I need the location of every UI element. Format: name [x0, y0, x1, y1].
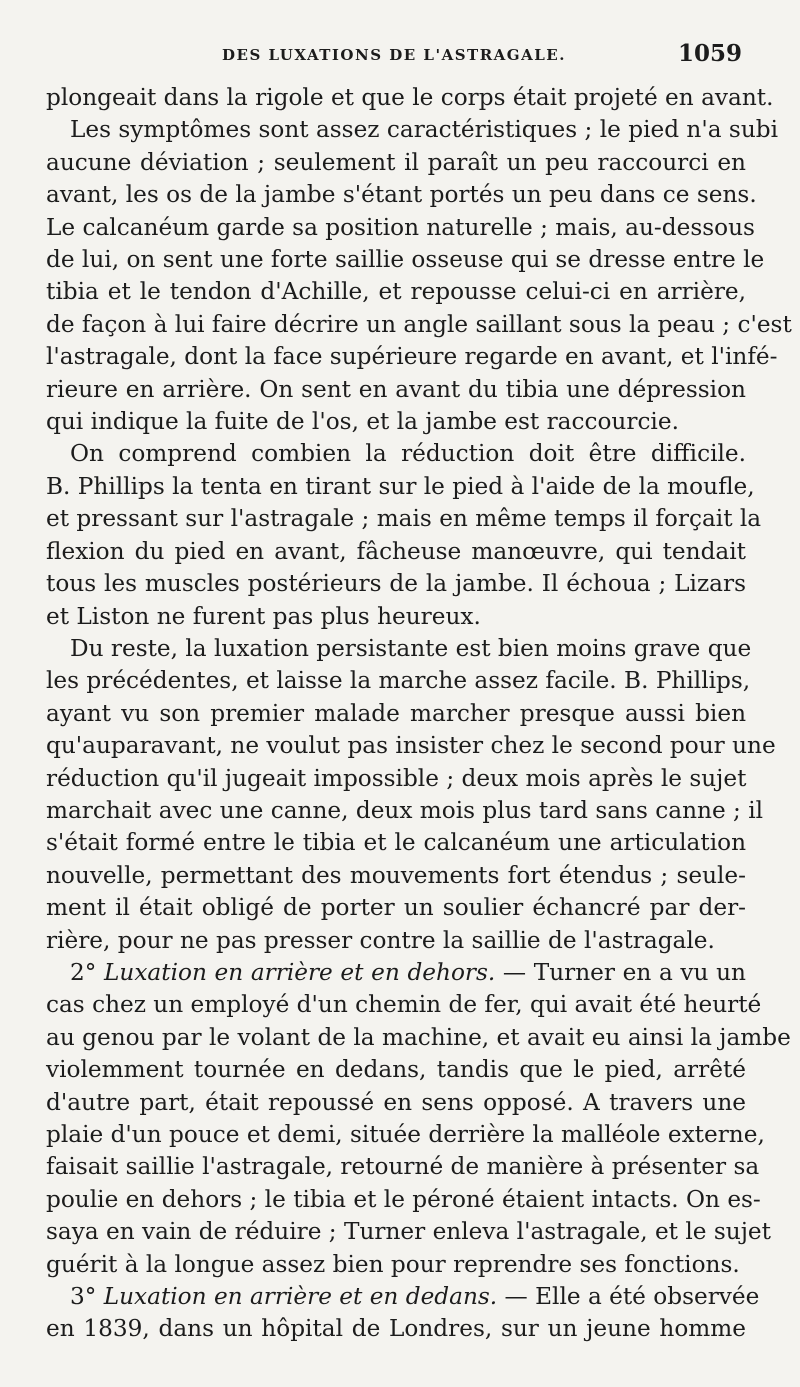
text-line [46, 244, 765, 276]
line-text: nouvelle, permettant des mouvements fort étendus ; seule- [46, 861, 746, 889]
line-text: plongeait dans la rigole et que le corps était projeté en avant. [46, 84, 774, 111]
line-text: marchait avec une canne, deux mois plus tard sans canne ; il [46, 796, 764, 824]
text-line [46, 1216, 771, 1248]
text-line [46, 212, 755, 244]
running-title: DES LUXATIONS DE L'ASTRAGALE. [222, 46, 566, 64]
line-text: rière, pour ne pas presser contre la saillie de l'astragale. [46, 926, 715, 954]
section-number: 2° [70, 958, 105, 986]
text-line [46, 795, 764, 827]
text-line [46, 374, 746, 406]
text-line [46, 147, 746, 179]
line-text: en 1839, dans un hôpital de Londres, sur un jeune homme [46, 1315, 746, 1343]
text-line [46, 957, 746, 989]
text-line [46, 1281, 760, 1313]
text-line [46, 730, 776, 762]
text-line [46, 438, 746, 470]
line-text: et Liston ne furent pas plus heureux. [46, 602, 481, 630]
line-text: B. Phillips la tenta en tirant sur le pied à l'aide de la moufle, [46, 472, 755, 500]
line-text: Les symptômes sont assez caractéristiques ; le pied n'a subi [70, 116, 779, 144]
text-line [46, 1087, 746, 1119]
text-line [46, 1151, 760, 1183]
text-line [46, 665, 751, 697]
line-text: rieure en arrière. On sent en avant du tibia une dépression [46, 375, 746, 403]
line-text: saya en vain de réduire ; Turner enleva l'astragale, et le sujet [46, 1218, 771, 1246]
line-text: ment il était obligé de porter un soulier échancré par der- [46, 894, 746, 922]
line-text: s'était formé entre le tibia et le calcanéum une articulation [46, 829, 746, 857]
line-text: qui indique la fuite de l'os, et la jambe est raccourcie. [46, 408, 679, 436]
text-line [46, 82, 774, 114]
text-line [46, 1249, 746, 1281]
section-number: 3° [70, 1283, 104, 1311]
text-line [46, 698, 746, 730]
line-text: l'astragale, dont la face supérieure regarde en avant, et l'infé- [46, 343, 778, 371]
text-line [46, 341, 778, 373]
text-line [46, 1054, 746, 1086]
line-text: aucune déviation ; seulement il paraît un peu raccourci en [46, 148, 746, 176]
text-line [46, 276, 746, 308]
text-line [46, 892, 746, 924]
line-text: plaie d'un pouce et demi, située derrière la malléole externe, [46, 1121, 765, 1148]
line-text: — Elle a été observée [497, 1283, 760, 1311]
page-number: 1059 [677, 40, 742, 67]
body-text [46, 82, 792, 1346]
line-text: réduction qu'il jugeait impossible ; deux mois après le sujet [46, 764, 747, 792]
line-text: — Turner en a vu un [495, 958, 746, 986]
text-line [46, 1119, 765, 1151]
text-line [46, 1022, 791, 1054]
line-text: ayant vu son premier malade marcher presque aussi bien [46, 699, 746, 727]
text-line [46, 406, 746, 438]
line-text: et pressant sur l'astragale ; mais en même temps il forçait la [46, 505, 762, 533]
text-line [46, 503, 762, 535]
line-text: Le calcanéum garde sa position naturelle ; mais, au-dessous [46, 213, 755, 241]
text-line [46, 536, 746, 568]
text-line [46, 568, 746, 600]
text-line [46, 309, 792, 341]
section-heading: Luxation en arrière et en dedans. [103, 1283, 498, 1311]
line-text: cas chez un employé d'un chemin de fer, qui avait été heurté [46, 991, 762, 1019]
line-text: guérit à la longue assez bien pour reprendre ses fonctions. [46, 1250, 740, 1278]
text-line [46, 763, 746, 795]
line-text: qu'auparavant, ne voulut pas insister chez le second pour une [46, 732, 776, 760]
line-text: tibia et le tendon d'Achille, et repousse celui-ci en arrière, [46, 278, 746, 306]
line-text: On comprend combien la réduction doit être difficile. [70, 440, 746, 468]
text-line [46, 601, 746, 633]
line-text: poulie en dehors ; le tibia et le péroné étaient intacts. On es- [46, 1185, 761, 1213]
text-line [46, 1184, 761, 1216]
line-text: tous les muscles postérieurs de la jambe. Il échoua ; Lizars [46, 570, 746, 598]
line-text: Du reste, la luxation persistante est bien moins grave que [70, 634, 752, 662]
line-text: au genou par le volant de la machine, et avait eu ainsi la jambe [46, 1023, 791, 1051]
text-line [46, 827, 746, 859]
page-header [46, 38, 742, 78]
text-line [46, 114, 779, 146]
text-line [46, 633, 752, 665]
text-line [46, 925, 746, 957]
line-text: avant, les os de la jambe s'étant portés un peu dans ce sens. [46, 181, 757, 209]
line-text: flexion du pied en avant, fâcheuse manœuvre, qui tendait [46, 537, 746, 565]
text-line [46, 989, 762, 1021]
text-line [46, 471, 755, 503]
text-line [46, 860, 746, 892]
section-heading: Luxation en arrière et en dehors. [104, 958, 496, 986]
line-text: violemment tournée en dedans, tandis que le pied, arrêté [46, 1056, 746, 1084]
text-line [46, 179, 757, 211]
line-text: de façon à lui faire décrire un angle saillant sous la peau ; c'est [46, 310, 792, 338]
text-line [46, 1313, 746, 1345]
line-text: de lui, on sent une forte saillie osseuse qui se dresse entre le [46, 246, 765, 274]
line-text: les précédentes, et laisse la marche assez facile. B. Phillips, [46, 667, 751, 695]
line-text: faisait saillie l'astragale, retourné de manière à présenter sa [46, 1153, 760, 1181]
line-text: d'autre part, était repoussé en sens opposé. A travers une [46, 1088, 746, 1116]
